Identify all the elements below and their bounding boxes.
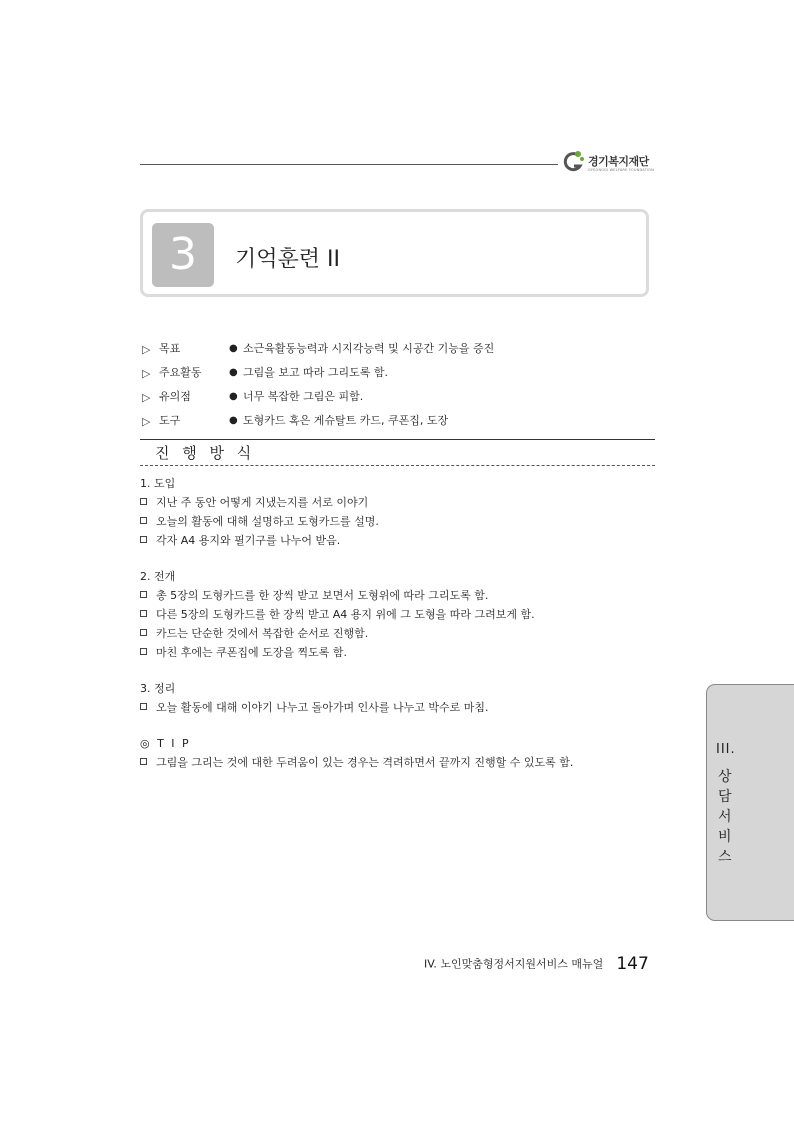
info-label: 주요활동 <box>159 366 202 379</box>
section-title: 3. 정리 <box>140 682 176 695</box>
list-item <box>140 531 660 550</box>
session-title-box <box>140 209 649 297</box>
list-item <box>140 586 660 605</box>
list-item-text: 오늘의 활동에 대해 설명하고 도형카드를 설명. <box>156 515 379 528</box>
list-item <box>140 605 660 624</box>
info-row-activity <box>142 364 662 388</box>
list-item-text: 마친 후에는 쿠폰집에 도장을 찍도록 함. <box>156 646 347 659</box>
section-title: 1. 도입 <box>140 477 176 490</box>
session-info <box>142 340 662 436</box>
triangle-bullet-icon: ▷ <box>142 391 151 404</box>
checkbox-bullet-icon <box>140 629 147 636</box>
section-wrapup <box>140 679 660 717</box>
dot-bullet-icon: ● <box>229 415 238 426</box>
info-label: 목표 <box>159 342 181 355</box>
session-title: 기억훈련 II <box>235 247 340 272</box>
checkbox-bullet-icon <box>140 610 147 617</box>
logo-mark-icon <box>562 150 584 174</box>
info-value: 그림을 보고 따라 그리도록 함. <box>243 366 388 379</box>
info-row-caution <box>142 388 662 412</box>
triangle-bullet-icon: ▷ <box>142 415 151 428</box>
list-item <box>140 753 660 772</box>
header-rule <box>140 164 558 165</box>
dot-bullet-icon: ● <box>229 343 238 354</box>
info-label: 도구 <box>159 414 181 427</box>
session-number: 3 <box>152 223 214 287</box>
info-value: 소근육활동능력과 시지각능력 및 시공간 기능을 증진 <box>243 342 495 355</box>
procedure-dashed-rule <box>140 465 655 466</box>
triangle-bullet-icon: ▷ <box>142 343 151 356</box>
page-footer <box>424 953 649 974</box>
triangle-bullet-icon: ▷ <box>142 367 151 380</box>
checkbox-bullet-icon <box>140 758 147 765</box>
list-item-text: 오늘 활동에 대해 이야기 나누고 돌아가며 인사를 나누고 박수로 마침. <box>156 701 489 714</box>
logo-subtitle: GYEONGGI WELFARE FOUNDATION <box>588 168 654 172</box>
section-intro <box>140 474 660 550</box>
section-title: 2. 전개 <box>140 570 176 583</box>
procedure-heading: 진 행 방 식 <box>155 444 256 462</box>
procedure-body <box>140 474 660 789</box>
list-item-text: 각자 A4 용지와 필기구를 나누어 받음. <box>156 534 341 547</box>
footer-manual-title: IV. 노인맞춤형정서지원서비스 매뉴얼 <box>424 957 604 971</box>
foundation-logo <box>562 150 662 178</box>
list-item-text: 총 5장의 도형카드를 한 장씩 받고 보면서 도형위에 따라 그리도록 함. <box>156 589 489 602</box>
list-item <box>140 624 660 643</box>
section-development <box>140 567 660 662</box>
list-item-text: 카드는 단순한 것에서 복잡한 순서로 진행함. <box>156 627 369 640</box>
checkbox-bullet-icon <box>140 591 147 598</box>
list-item <box>140 512 660 531</box>
procedure-top-rule <box>140 439 655 440</box>
info-value: 도형카드 혹은 게슈탈트 카드, 쿠폰집, 도장 <box>243 414 449 427</box>
info-label: 유의점 <box>159 390 191 403</box>
list-item-text: 지난 주 동안 어떻게 지냈는지를 서로 이야기 <box>156 496 369 509</box>
checkbox-bullet-icon <box>140 517 147 524</box>
page-number: 147 <box>616 953 649 974</box>
list-item-text: 그림을 그리는 것에 대한 두려움이 있는 경우는 격려하면서 끝까지 진행할 수 있도록 함. <box>156 756 574 769</box>
checkbox-bullet-icon <box>140 703 147 710</box>
info-row-goal <box>142 340 662 364</box>
checkbox-bullet-icon <box>140 498 147 505</box>
list-item <box>140 493 660 512</box>
section-tip <box>140 734 660 772</box>
checkbox-bullet-icon <box>140 536 147 543</box>
tip-title: ◎ T I P <box>140 737 191 750</box>
chapter-roman-numeral: III. <box>716 742 736 757</box>
dot-bullet-icon: ● <box>229 367 238 378</box>
info-value: 너무 복잡한 그림은 피함. <box>243 390 364 403</box>
dot-bullet-icon: ● <box>229 391 238 402</box>
list-item <box>140 643 660 662</box>
info-row-tools <box>142 412 662 436</box>
list-item-text: 다른 5장의 도형카드를 한 장씩 받고 A4 용지 위에 그 도형을 따라 그려보게 함. <box>156 608 535 621</box>
checkbox-bullet-icon <box>140 648 147 655</box>
chapter-side-label: 상담서비스 <box>718 769 732 865</box>
logo-name: 경기복지재단 <box>588 155 649 168</box>
list-item <box>140 698 660 717</box>
